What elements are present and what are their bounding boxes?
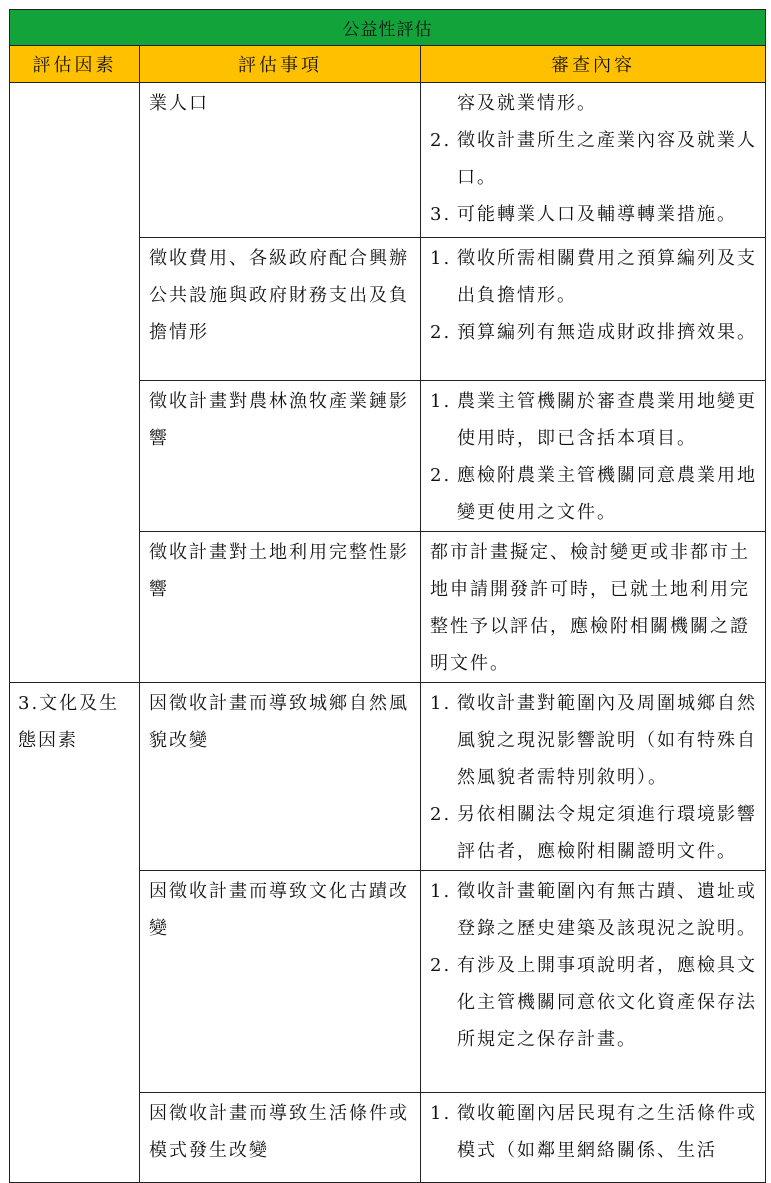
table-title: 公益性評估 — [10, 10, 766, 46]
list-number: 2. — [430, 804, 452, 825]
list-number: 1. — [430, 248, 452, 269]
list-item — [430, 1095, 761, 1169]
list-text: 應檢附農業主管機關同意農業用地變更使用之文件。 — [457, 465, 757, 523]
list-item — [430, 947, 761, 1058]
content-continuation: 容及就業情形。 — [457, 93, 597, 114]
item-cell: 徵收計畫對農林漁牧產業鏈影響 — [140, 381, 421, 532]
list-text: 農業主管機關於審查農業用地變更使用時，即已含括本項目。 — [457, 391, 757, 449]
content-cell — [421, 83, 766, 238]
list-item — [430, 796, 761, 870]
list-item — [430, 196, 761, 233]
list-number: 1. — [430, 693, 452, 714]
content-cell — [421, 1093, 766, 1183]
factor-cell: 3.文化及生態因素 — [10, 683, 140, 1183]
list-item — [430, 685, 761, 796]
list-number: 2. — [430, 955, 452, 976]
list-text: 預算編列有無造成財政排擠效果。 — [457, 322, 757, 343]
item-cell: 因徵收計畫而導致生活條件或模式發生改變 — [140, 1093, 421, 1183]
list-item — [430, 457, 761, 531]
header-factor: 評估因素 — [10, 46, 140, 83]
list-text: 徵收計畫範圍內有無古蹟、遺址或登錄之歷史建築及該現況之說明。 — [457, 881, 757, 939]
evaluation-table — [9, 9, 766, 1183]
item-cell: 因徵收計畫而導致城鄉自然風貌改變 — [140, 683, 421, 871]
factor-cell — [10, 83, 140, 683]
list-text: 徵收計畫對範圍內及周圍城鄉自然風貌之現況影響說明（如有特殊自然風貌者需特別敘明）。 — [457, 693, 757, 788]
header-content: 審查內容 — [421, 46, 766, 83]
list-text: 有涉及上開事項說明者，應檢具文化主管機關同意依文化資產保存法所規定之保存計畫。 — [457, 955, 757, 1050]
content-cell — [421, 871, 766, 1093]
content-cell — [421, 381, 766, 532]
item-cell: 徵收費用、各級政府配合興辦公共設施與政府財務支出及負擔情形 — [140, 238, 421, 381]
table-row — [10, 83, 766, 238]
list-item — [430, 873, 761, 947]
list-item — [430, 383, 761, 457]
content-cell: 都市計畫擬定、檢討變更或非都市土地申請開發許可時，已就土地利用完整性予以評估，應檢附相關機關之證明文件。 — [421, 532, 766, 683]
header-item: 評估事項 — [140, 46, 421, 83]
list-text: 另依相關法令規定須進行環境影響評估者，應檢附相關證明文件。 — [457, 804, 757, 862]
list-text: 徵收所需相關費用之預算編列及支出負擔情形。 — [457, 248, 757, 306]
list-number: 2. — [430, 465, 452, 486]
item-cell: 徵收計畫對土地利用完整性影響 — [140, 532, 421, 683]
list-text: 徵收計畫所生之產業內容及就業人口。 — [457, 130, 757, 188]
table-title-row — [10, 10, 766, 46]
list-number: 2. — [430, 322, 452, 343]
table-row — [10, 683, 766, 871]
list-number: 2. — [430, 130, 452, 151]
list-item — [430, 240, 761, 314]
item-cell: 因徵收計畫而導致文化古蹟改變 — [140, 871, 421, 1093]
list-item — [430, 314, 761, 351]
list-text: 徵收範圍內居民現有之生活條件或模式（如鄰里網絡關係、生活 — [457, 1103, 757, 1161]
content-cell — [421, 683, 766, 871]
list-number: 1. — [430, 391, 452, 412]
content-cell — [421, 238, 766, 381]
list-text: 可能轉業人口及輔導轉業措施。 — [457, 204, 737, 225]
item-cell: 業人口 — [140, 83, 421, 238]
list-number: 3. — [430, 204, 452, 225]
evaluation-sheet — [9, 9, 765, 1159]
list-number: 1. — [430, 881, 452, 902]
table-header-row — [10, 46, 766, 83]
list-item — [430, 122, 761, 196]
list-number: 1. — [430, 1103, 452, 1124]
